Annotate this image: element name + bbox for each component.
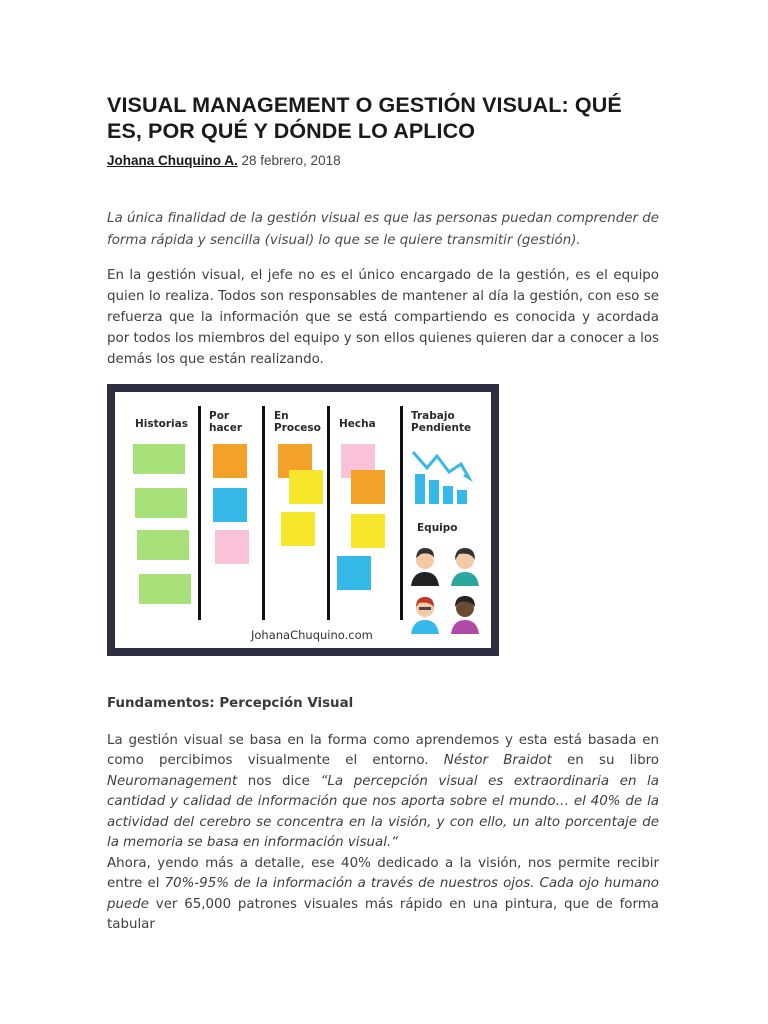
person-avatar-icon [407, 542, 443, 586]
article-title: VISUAL MANAGEMENT O GESTIÓN VISUAL: QUÉ ES, POR QUÉ Y DÓNDE LO APLICO [107, 93, 622, 143]
column-hecha: Hecha [339, 417, 376, 430]
column-historias: Historias [135, 417, 188, 430]
body-text-run: La gestión visual se basa en la forma como aprendemos y esta está basada en como percibimos visualmente el entorno. [107, 732, 659, 769]
lead-paragraph: La única finalidad de la gestión visual es que las personas puedan comprender de forma rápida y sencilla (visual) lo que se le quiere transmitir (gestión). [107, 211, 659, 248]
section-heading: Fundamentos: Percepción Visual [107, 695, 354, 711]
book-title: Neuromanagement [107, 773, 238, 789]
board-canvas [115, 392, 491, 648]
column-por-hacer: Por hacer [209, 409, 243, 434]
author-name: Néstor Braidot [443, 753, 552, 769]
person-avatar-icon [407, 590, 443, 634]
publish-date: 28 febrero, 2018 [241, 153, 341, 168]
article [107, 92, 659, 936]
sticky-note [337, 556, 371, 590]
body-text-run: Ahora, yendo más a detalle, ese 40% dedicado a la visión, nos permite recibir entre el [107, 855, 659, 892]
column-divider [198, 406, 201, 620]
sticky-note [281, 512, 315, 546]
sticky-note [351, 470, 385, 504]
sticky-note [133, 444, 185, 474]
column-en-proceso: En Proceso [274, 409, 321, 434]
trend-down-chart-icon [411, 446, 475, 506]
person-avatar-icon [447, 590, 483, 634]
column-trabajo-pendiente: Trabajo Pendiente [411, 409, 472, 434]
sticky-note [213, 444, 247, 478]
column-divider [327, 406, 330, 620]
body-text-run: nos dice [237, 773, 321, 789]
sticky-note [215, 530, 249, 564]
byline [107, 153, 659, 168]
quote: “La percepción visual es extraordinaria en la cantidad y calidad de información que nos aporta sobre el mundo… el 40% de la actividad del cerebro se concentra en la visión, y con ello, un alto porcentaje de la memoria se basa en información visual.“ [107, 773, 659, 851]
person-avatar-icon [447, 542, 483, 586]
sticky-note [137, 530, 189, 560]
column-divider [400, 406, 403, 620]
sticky-note [351, 514, 385, 548]
intro-paragraph: En la gestión visual, el jefe no es el único encargado de la gestión, es el equipo quien lo realiza. Todos son responsables de mantener al día la gestión, con eso se refuerza que la información que se está compartiendo es conocida y acordada por todos los miembros del equipo y son ellos quienes quieren dar a conocer a los demás los que están realizando. [107, 268, 659, 368]
column-divider [262, 406, 265, 620]
sticky-note [213, 488, 247, 522]
sticky-note [135, 488, 187, 518]
sticky-note [139, 574, 191, 604]
body-text-italic: 70%-95% de la información a través de nuestros ojos. Cada ojo humano puede [107, 876, 659, 912]
author-link[interactable]: Johana Chuquino A. [107, 153, 238, 168]
team-label: Equipo [417, 521, 458, 534]
body-text-run: ver 65,000 patrones visuales más rápido en una pintura, que de forma tabular [107, 896, 659, 933]
kanban-board-image [107, 384, 499, 656]
body-text [107, 731, 659, 936]
image-watermark: JohanaChuquino.com [251, 627, 373, 642]
sticky-note [289, 470, 323, 504]
body-text-run: en su libro [551, 753, 660, 769]
